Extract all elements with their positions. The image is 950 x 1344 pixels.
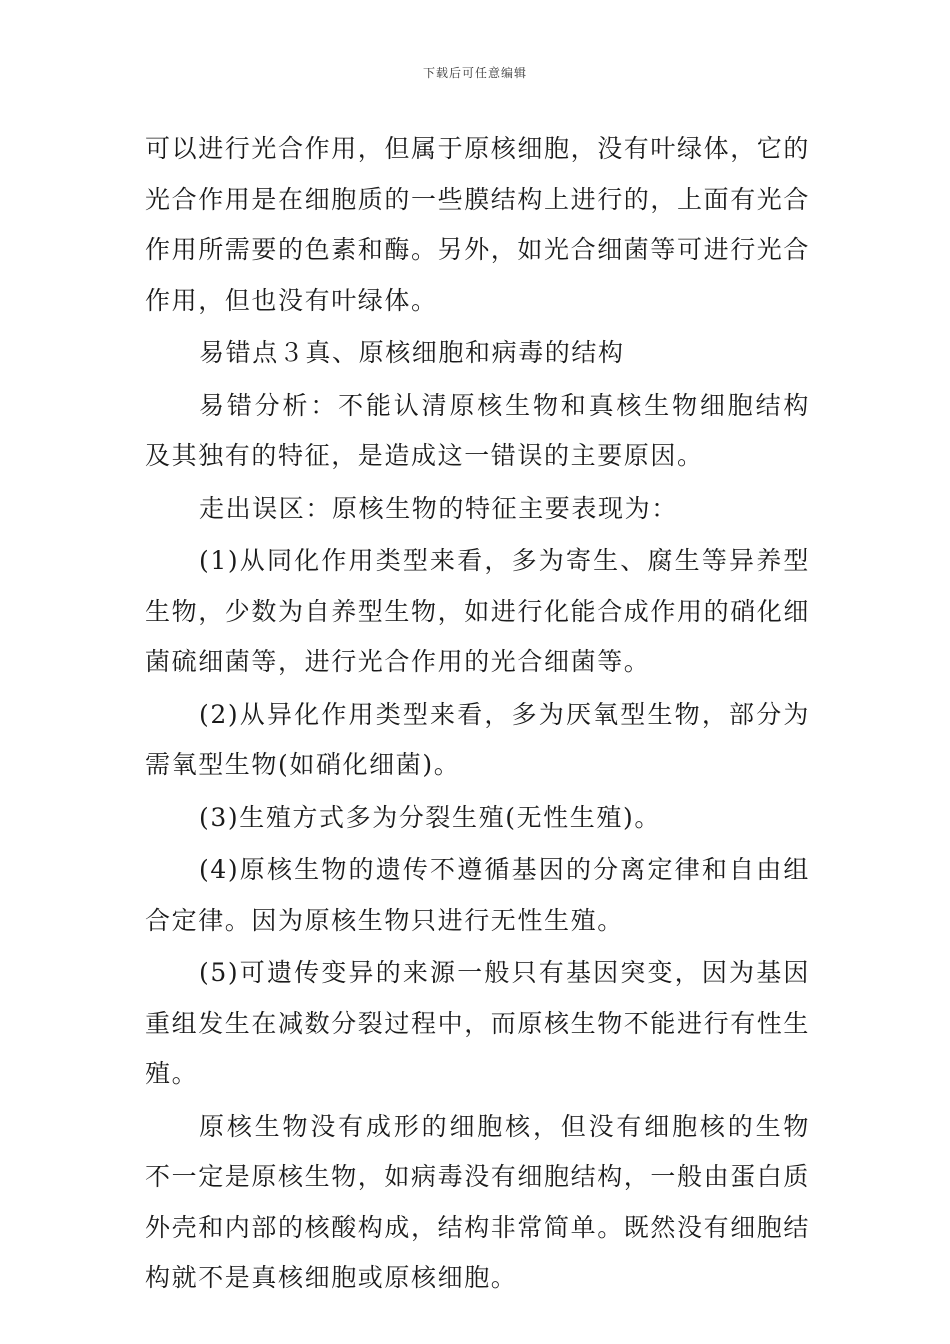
list-item-3: (3)生殖方式多为分裂生殖(无性生殖)。 bbox=[199, 802, 661, 832]
list-item-4: (4)原核生物的遗传不遵循基因的分离定律和自由组合定律。因为原核生物只进行无性生殖。 bbox=[145, 855, 810, 935]
paragraph-conclusion: 原核生物没有成形的细胞核，但没有细胞核的生物不一定是原核生物，如病毒没有细胞结构，一般由蛋白质外壳和内部的核酸构成，结构非常简单。既然没有细胞结构就不是真核细胞或原核细胞。 bbox=[145, 1111, 811, 1292]
paragraph-misconception-intro: 走出误区：原核生物的特征主要表现为： bbox=[199, 493, 678, 523]
list-item-2: (2)从异化作用类型来看，多为厌氧型生物，部分为需氧型生物(如硝化细菌)。 bbox=[145, 699, 810, 779]
paragraph-error-analysis: 易错分析：不能认清原核生物和真核生物细胞结构及其独有的特征，是造成这一错误的主要原因。 bbox=[145, 390, 810, 470]
paragraph-continuation: 可以进行光合作用，但属于原核细胞，没有叶绿体，它的光合作用是在细胞质的一些膜结构上进行的，上面有光合作用所需要的色素和酶。另外，如光合细菌等可进行光合作用，但也没有叶绿体。 bbox=[145, 134, 811, 315]
page-header: 下载后可任意编辑 bbox=[422, 66, 527, 80]
section-heading: 易错点３真、原核细胞和病毒的结构 bbox=[199, 338, 625, 367]
list-item-1: (1)从同化作用类型来看，多为寄生、腐生等异养型生物，少数为自养型生物，如进行化能合成作用的硝化细菌硫细菌等，进行光合作用的光合细菌等。 bbox=[145, 546, 811, 676]
list-item-5: (5)可遗传变异的来源一般只有基因突变，因为基因重组发生在减数分裂过程中，而原核生物不能进行有性生殖。 bbox=[145, 958, 811, 1088]
document-body bbox=[145, 124, 810, 1304]
